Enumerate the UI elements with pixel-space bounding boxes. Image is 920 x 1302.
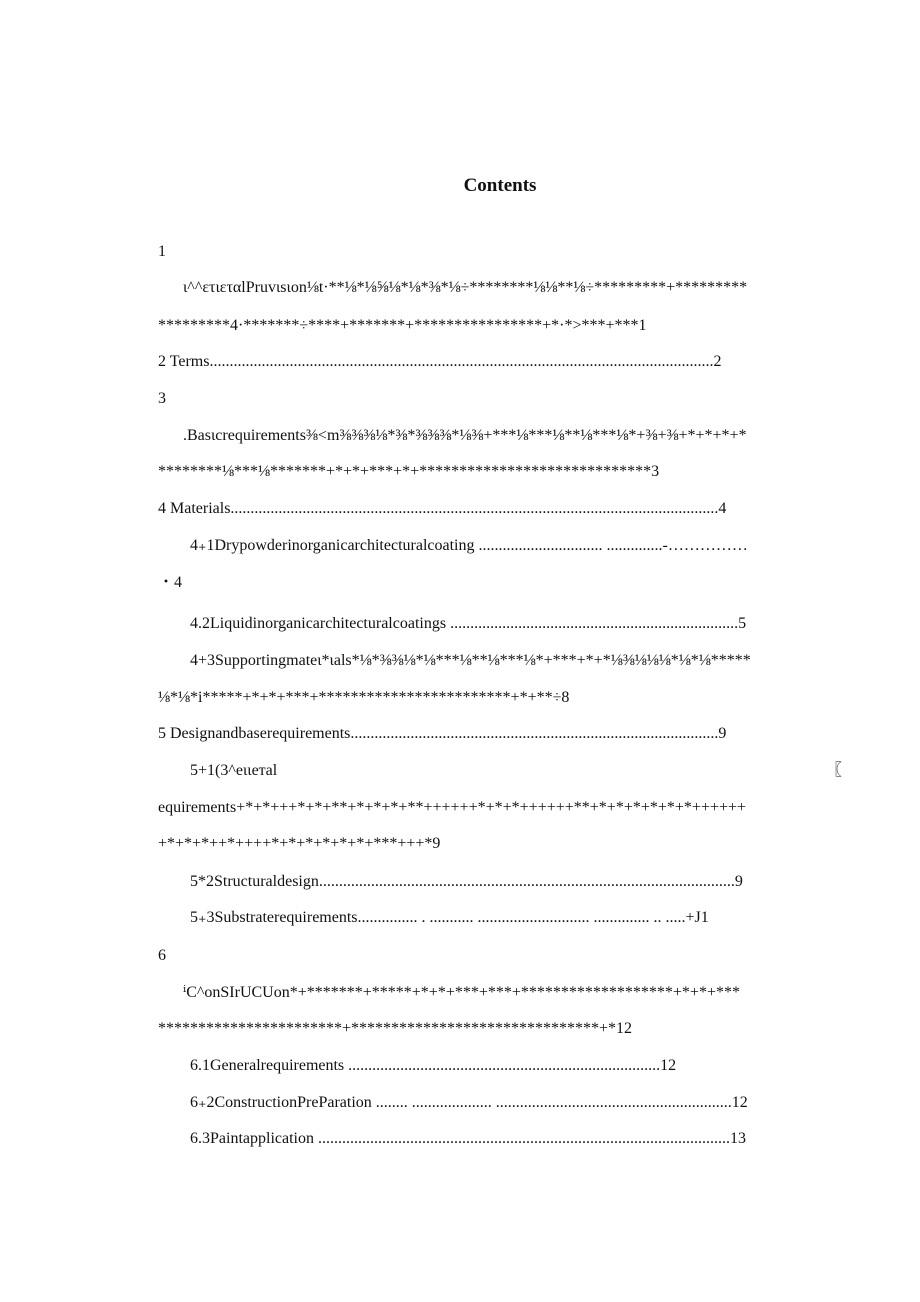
toc-entry: .Basιcrequirements⅜<m⅜⅜⅜⅛*⅜*⅜⅜⅜*⅛⅜+***⅛***⅛**⅛***⅛*+⅜+⅜+*+*+*+* xyxy=(183,427,747,444)
toc-entry-continued: ********⅛***⅛*******+*+*+***+*+*****************************3 xyxy=(158,463,660,480)
toc-entry: ι^^ετιεταlPruvιsιon⅛t·**⅛*⅛⅝⅛*⅛*⅜*⅛÷********⅛⅛**⅛÷*********+********* xyxy=(183,279,748,296)
toc-entry: 2 Terms..............................................................................................................................2 xyxy=(158,353,722,370)
toc-section-number: 6 xyxy=(158,947,166,964)
toc-subentry: 4.2Liquidinorganicarchitecturalcoatings ........................................................................5 xyxy=(190,615,747,632)
page-title: Contents xyxy=(463,175,537,196)
bracket-mark: 〖 xyxy=(826,762,843,779)
toc-subentry: 6.3Paintapplication .......................................................................................................13 xyxy=(190,1130,746,1147)
toc-subentry: 6₊2ConstructionPreParation ........ .................... ...........................................................12 xyxy=(190,1094,748,1111)
toc-subentry: 5+1(3^eιιeтal xyxy=(190,762,278,779)
toc-entry: 5 Designandbaserequirements............................................................................................9 xyxy=(158,725,727,742)
toc-subentry: 5*2Structuraldesign........................................................................................................9 xyxy=(190,873,743,890)
toc-entry-continued: equirements+*+*+++*+*+**+*+*+*+**++++++*+*+*++++++**+*+*+*+*+*+*++++++ xyxy=(158,799,747,816)
toc-subentry: 4₊1Drypowderinorganicarchitecturalcoating ............................... ..............-…………… xyxy=(190,537,748,554)
toc-entry: 4 Materials..........................................................................................................................4 xyxy=(158,500,727,517)
toc-section-number: 1 xyxy=(158,243,166,260)
toc-subentry: 6.1Generalrequirements ..............................................................................12 xyxy=(190,1057,677,1074)
toc-entry-continued: ・4 xyxy=(158,574,183,591)
toc-entry-continued: +*+*+*++*++++*+*+*+*+*+*+***+++*9 xyxy=(158,835,441,852)
toc-entry: ⁱC^onSIrUCUon*+*******+*****+*+*+***+***+*******************+*+*+*** xyxy=(183,984,740,1001)
toc-subentry: 5₊3Substraterequirements............... . ........... ............................ .............. .. .....+J1 xyxy=(190,909,709,926)
toc-entry-continued: ⅛*⅛*i*****+*+*+***+************************+*+**÷8 xyxy=(158,689,570,706)
toc-section-number: 3 xyxy=(158,390,166,407)
toc-subentry: 4+3Supportingmateι*ιals*⅛*⅜⅜⅛*⅛***⅛**⅛***⅛*+***+*+*⅛⅜⅛⅛⅛*⅛*⅛***** xyxy=(190,652,751,669)
toc-entry-continued: ***********************+*******************************+*12 xyxy=(158,1020,633,1037)
toc-entry-continued: *********4·*******÷****+*******+****************+*·*>***+***1 xyxy=(158,317,647,334)
